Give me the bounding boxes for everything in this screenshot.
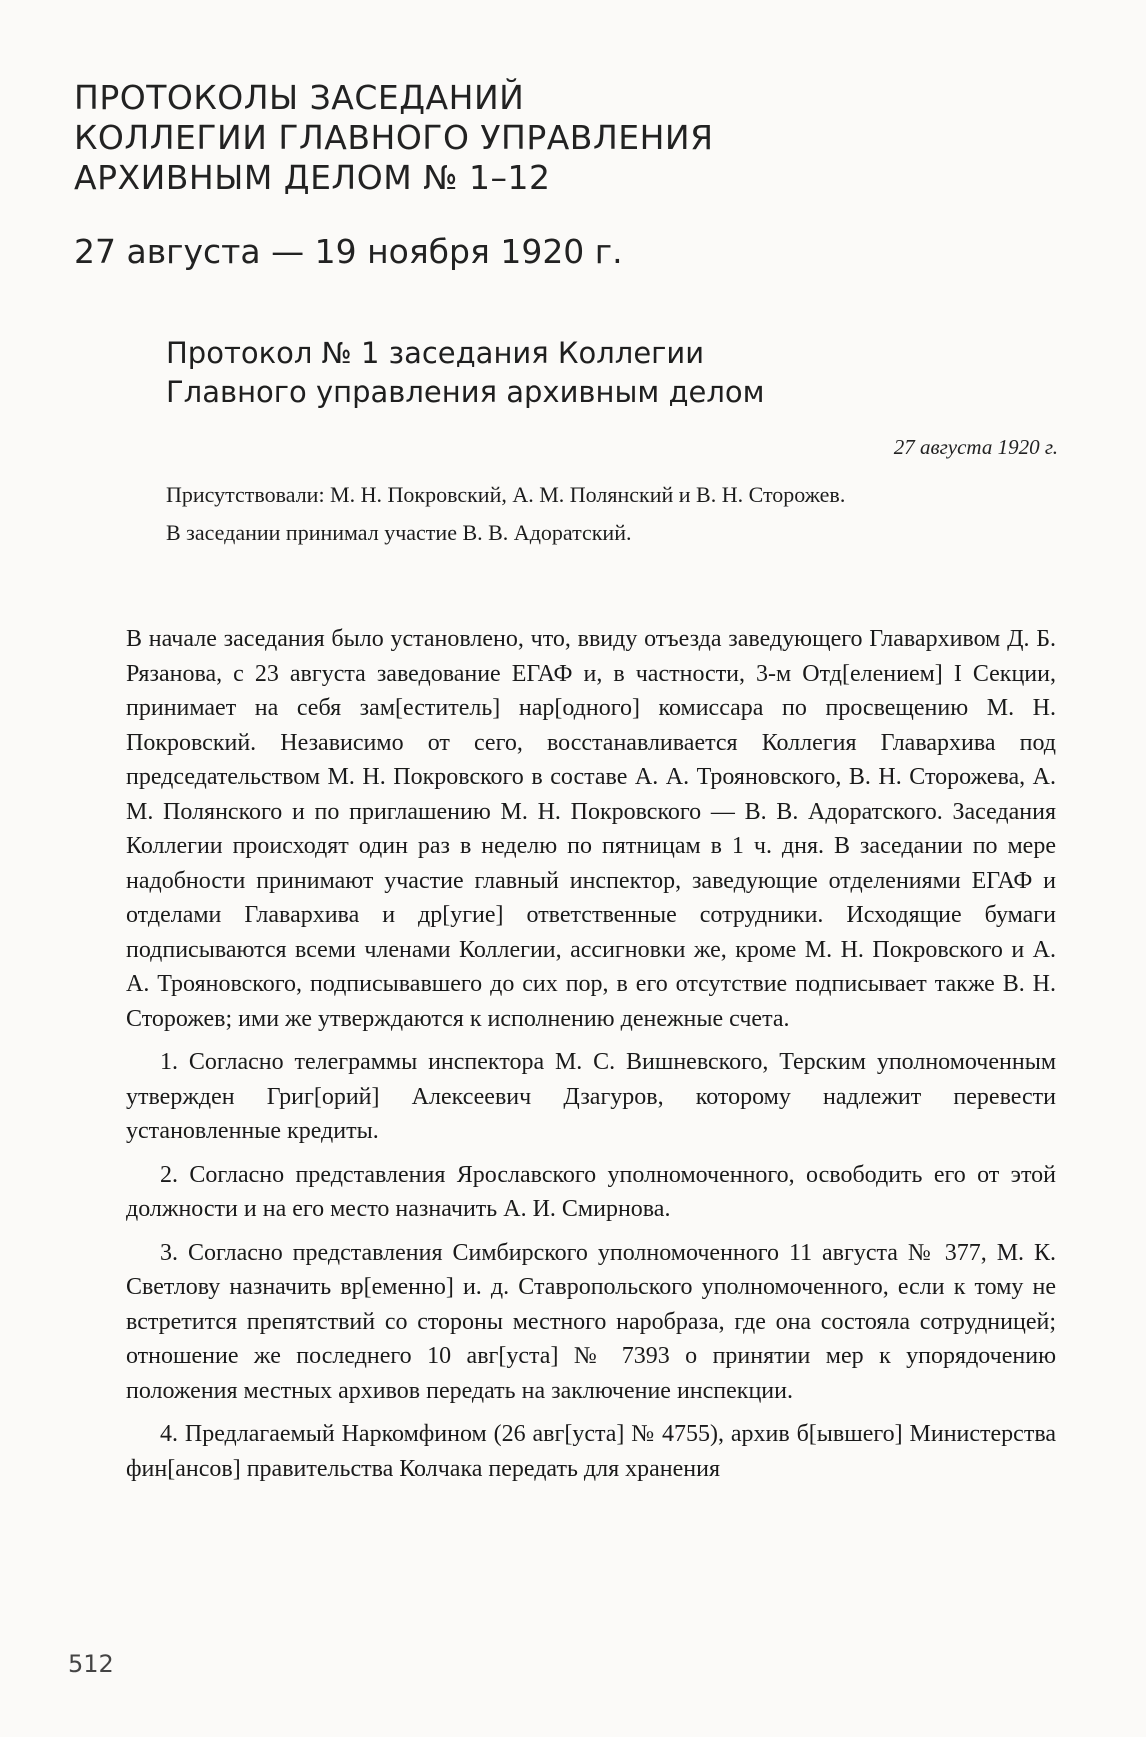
item-paragraph-1: 1. Согласно телеграммы инспектора М. С. Вишневского, Терским уполномоченным утвержден Григ[орий] Алексеевич Дзагуров, которому надлежит перевести установленные кредиты. (126, 1049, 1056, 1144)
item-paragraph-2: 2. Согласно представления Ярославского уполномоченного, освободить его от этой должности и на его место назначить А. И. Смирнова. (126, 1161, 1056, 1222)
section-title-line-1: ПРОТОКОЛЫ ЗАСЕДАНИЙ (74, 78, 525, 117)
attendance-present: Присутствовали: М. Н. Покровский, А. М. Полянский и В. Н. Сторожев. (166, 482, 846, 507)
protocol-date: 27 августа 1920 г. (893, 435, 1058, 459)
protocol-title-line-1: Протокол № 1 заседания Коллегии (166, 336, 705, 370)
intro-paragraph: В начале заседания было установлено, что, ввиду отъезда заведующего Главархивом Д. Б. Рязанова, с 23 августа заведование ЕГАФ и, в частности, 3-м Отд[елением] I Секции, принимает на себя зам[еститель] нар[одного] комиссара по просвещению М. Н. Покровский. Независимо от сего, восстанавливается Коллегия Главархива под председательством М. Н. Покровского в составе А. А. Трояновского, В. Н. Сторожева, А. М. Полянского и по приглашению М. Н. Покровского — В. В. Адоратского. Заседания Коллегии происходят один раз в неделю по пятницам в 1 ч. дня. В заседании по мере надобности принимают участие главный инспектор, заведующие отделениями ЕГАФ и отделами Главархива и др[угие] ответственные сотрудники. Исходящие бумаги подписываются всеми членами Коллегии, ассигновки же, кроме М. Н. Покровского и А. А. Трояновского, подписывавшего до сих пор, в его отсутствие подписывает также В. Н. Сторожев; ими же утверждаются к исполнению денежные счета. (126, 626, 1056, 1032)
protocol-body (126, 622, 1056, 1495)
protocol-title (166, 334, 765, 412)
attendance-participant: В заседании принимал участие В. В. Адоратский. (166, 520, 632, 545)
section-title-line-2: КОЛЛЕГИИ ГЛАВНОГО УПРАВЛЕНИЯ (74, 118, 714, 157)
item-paragraph-3: 3. Согласно представления Симбирского уполномоченного 11 августа № 377, М. К. Светлову назначить вр[еменно] и. д. Ставропольского уполномоченного, если к тому не встретится препятствий со стороны местного наробраза, где она состояла сотрудницей; отношение же последнего 10 авг[уста] № 7393 о принятии мер к упорядочению положения местных архивов передать на заключение инспекции. (126, 1239, 1056, 1404)
page-number: 512 (68, 1650, 114, 1678)
section-dates: 27 августа — 19 ноября 1920 г. (74, 232, 623, 271)
item-paragraph-4: 4. Предлагаемый Наркомфином (26 авг[уста] № 4755), архив б[ывшего] Министерства фин[ансов] правительства Колчака передать для хранения (126, 1421, 1056, 1482)
section-title-line-3: АРХИВНЫМ ДЕЛОМ № 1–12 (74, 158, 551, 197)
section-title (74, 78, 834, 198)
protocol-title-line-2: Главного управления архивным делом (166, 375, 765, 409)
attendance-block (166, 480, 866, 556)
